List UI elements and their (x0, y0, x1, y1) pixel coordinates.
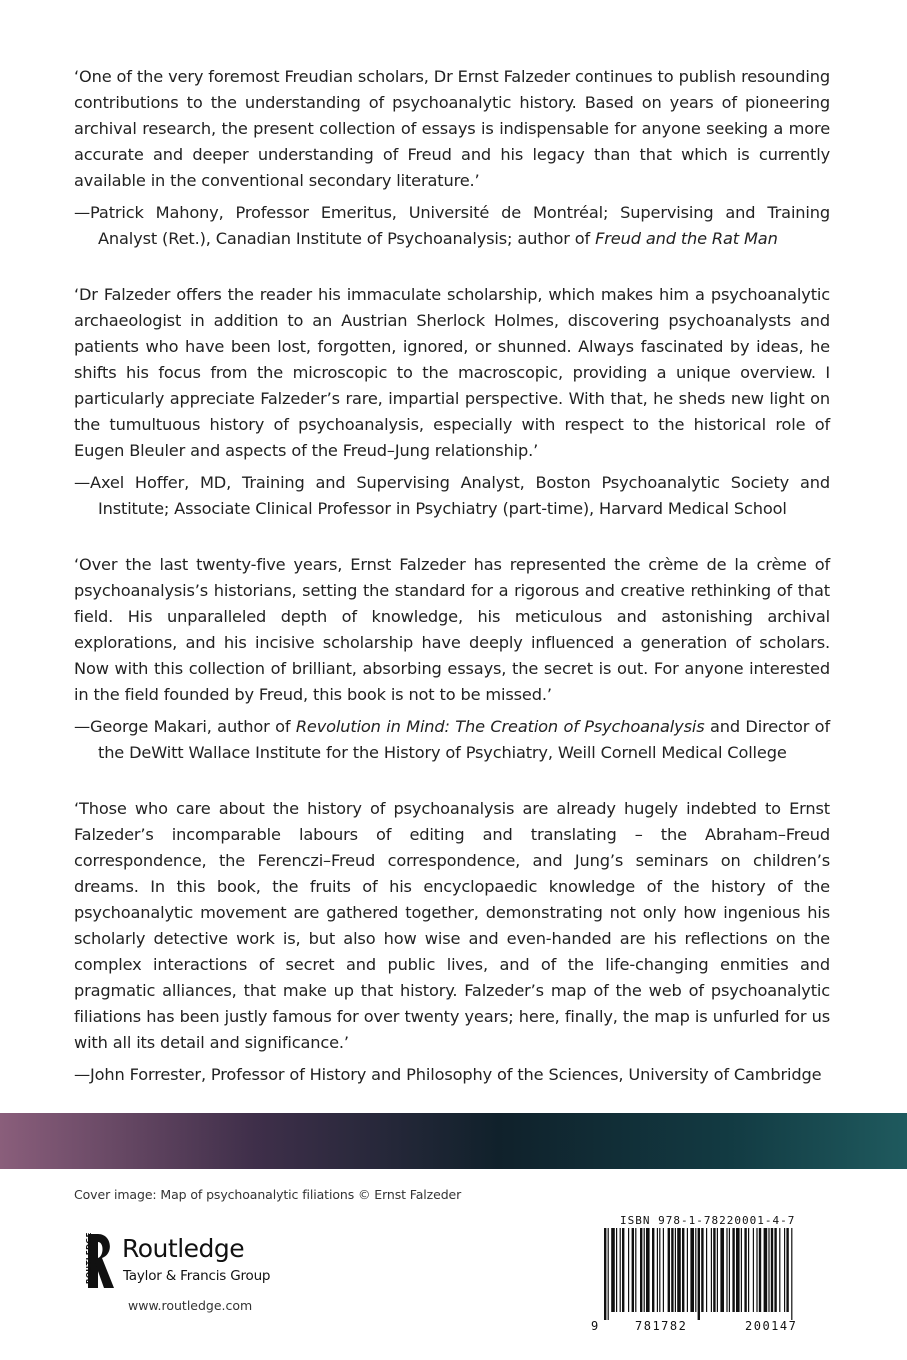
endorsement-1 (74, 64, 830, 252)
barcode-bar (687, 1228, 688, 1312)
barcode-bar (779, 1228, 780, 1312)
endorsement-attribution (74, 200, 830, 252)
barcode-bar (695, 1228, 696, 1312)
barcode-bar (690, 1228, 694, 1312)
barcode-bar (711, 1228, 712, 1312)
barcode-bar (668, 1228, 670, 1312)
barcode-bar (622, 1228, 624, 1312)
decorative-band (0, 1113, 907, 1169)
barcode-bar (608, 1228, 609, 1320)
barcode-bar (744, 1228, 746, 1312)
barcode-bar (713, 1228, 715, 1312)
barcode-bar (729, 1228, 730, 1312)
barcode-bar (764, 1228, 768, 1312)
attribution-book-title: Freud and the Rat Man (595, 229, 778, 248)
attribution-tail: and Director of the DeWitt Wallace Institute for the History of Psychiatry, Weill Cornell Medical College (98, 717, 830, 762)
barcode-bar (732, 1228, 734, 1312)
publisher-side-text: ROUTLEDGE (84, 1232, 93, 1284)
barcode-bar (663, 1228, 664, 1312)
barcode-bar (706, 1228, 707, 1312)
barcode-bar (616, 1228, 617, 1312)
barcode-bar (640, 1228, 642, 1312)
barcode-bar (646, 1228, 650, 1312)
barcode-bar (657, 1228, 658, 1312)
endorsement-attribution (74, 714, 830, 766)
publisher-group: Taylor & Francis Group (123, 1268, 271, 1284)
endorsement-2 (74, 282, 830, 522)
barcode-bar (771, 1228, 773, 1312)
attribution-text: —George Makari, author of (74, 717, 296, 736)
barcode-bar (726, 1228, 727, 1312)
barcode-bar (682, 1228, 684, 1312)
attribution-book-title: Revolution in Mind: The Creation of Psychoanalysis (295, 717, 705, 736)
barcode-bar (791, 1228, 792, 1320)
barcode-bar (701, 1228, 703, 1312)
endorsement-attribution: —John Forrester, Professor of History and Philosophy of the Sciences, University of Cambridge (74, 1065, 822, 1084)
barcode-bar (604, 1228, 606, 1320)
barcode-bar (748, 1228, 749, 1312)
barcode-bar (717, 1228, 718, 1312)
barcode-bar (677, 1228, 681, 1312)
endorsement-3 (74, 552, 830, 766)
endorsement-attribution: —Axel Hoffer, MD, Training and Supervising Analyst, Boston Psychoanalytic Society and Institute; Associate Clinical Professor in Psychiatry (part-time), Harvard Medical School (74, 473, 830, 518)
isbn-label: ISBN 978-1-78220001-4-7 (620, 1214, 796, 1227)
barcode-bar (774, 1228, 776, 1312)
cover-image-credit: Cover image: Map of psychoanalytic filiations © Ernst Falzeder (74, 1187, 462, 1202)
endorsement-quote: ‘One of the very foremost Freudian scholars, Dr Ernst Falzeder continues to publish resounding contributions to the understanding of psychoanalytic history. Based on years of pioneering archival research, the present collection of essays is indispensable for anyone seeking a more accurate and deeper understanding of Freud and his legacy than that which is currently available in the conventional secondary literature.’ (74, 67, 830, 190)
endorsements (74, 64, 830, 1088)
endorsement-quote: ‘Those who care about the history of psychoanalysis are already hugely indebted to Ernst Falzeder’s incomparable labours of editing and translating – the Abraham–Freud correspondence, the Ferenczi–Freud correspondence, and Jung’s seminars on children’s dreams. In this book, the fruits of his encyclopaedic knowledge of the history of the psychoanalytic movement are gathered together, demonstrating not only how ingenious his scholarly detective work is, but also how wise and even-handed are his reflections on the complex interactions of secret and public lives, and of the life-changing enmities and pragmatic alliances, that make up that history. Falzeder’s map of the web of psychoanalytic filiations has been justly famous for over twenty years; here, finally, the map is unfurled for us with all its detail and significance.’ (74, 799, 830, 1052)
routledge-r-icon (72, 1228, 116, 1292)
barcode-bar (786, 1228, 788, 1312)
barcode-bar (652, 1228, 654, 1312)
publisher-name: Routledge (122, 1234, 245, 1263)
barcode-bar (768, 1228, 769, 1312)
barcode-bar (759, 1228, 761, 1312)
barcode-bar (635, 1228, 636, 1312)
barcode-bar (671, 1228, 673, 1312)
publisher-logo (72, 1228, 312, 1294)
barcode-bar (698, 1228, 700, 1320)
endorsement-quote: ‘Over the last twenty-five years, Ernst Falzeder has represented the crème de la crème of psychoanalysis’s historians, setting the standard for a rigorous and creative rethinking of that field. His unparalleled depth of knowledge, his meticulous and astonishing archival explorations, and his incisive scholarship have deeply influenced a generation of scholars. Now with this collection of brilliant, absorbing essays, the secret is out. For anyone interested in the field founded by Freud, this book is not to be missed.’ (74, 555, 830, 704)
barcode-bar (644, 1228, 645, 1312)
barcode-bar (756, 1228, 757, 1312)
publisher-website: www.routledge.com (128, 1298, 253, 1313)
barcode-digits-left: 781782 (635, 1319, 688, 1333)
barcode-bar (784, 1228, 785, 1312)
barcode-bar (632, 1228, 634, 1312)
barcode-digits-right: 200147 (745, 1319, 798, 1333)
barcode-bar (659, 1228, 660, 1312)
barcode-bar (675, 1228, 676, 1312)
endorsement-4 (74, 796, 830, 1088)
barcode-digit-lead: 9 (591, 1319, 599, 1333)
barcode-bar (611, 1228, 615, 1312)
barcode-bar (720, 1228, 724, 1312)
barcode-bar (736, 1228, 740, 1312)
barcode-bar (628, 1228, 629, 1312)
barcode-bar (753, 1228, 754, 1312)
barcode (604, 1228, 844, 1320)
barcode-bar (741, 1228, 742, 1312)
barcode-bar (620, 1228, 621, 1312)
attribution-text: —Patrick Mahony, Professor Emeritus, Université de Montréal; Supervising and Training Analyst (Ret.), Canadian Institute of Psychoanalysis; author of (74, 203, 830, 248)
endorsement-quote: ‘Dr Falzeder offers the reader his immaculate scholarship, which makes him a psychoanalytic archaeologist in addition to an Austrian Sherlock Holmes, discovering psychoanalysts and patients who have been lost, forgotten, ignored, or shunned. Always fascinated by ideas, he shifts his focus from the microscopic to the macroscopic, providing a unique overview. I particularly appreciate Falzeder’s rare, impartial perspective. With that, he sheds new light on the tumultuous history of psychoanalysis, especially with respect to the historical role of Eugen Bleuler and aspects of the Freud–Jung relationship.’ (74, 285, 830, 460)
